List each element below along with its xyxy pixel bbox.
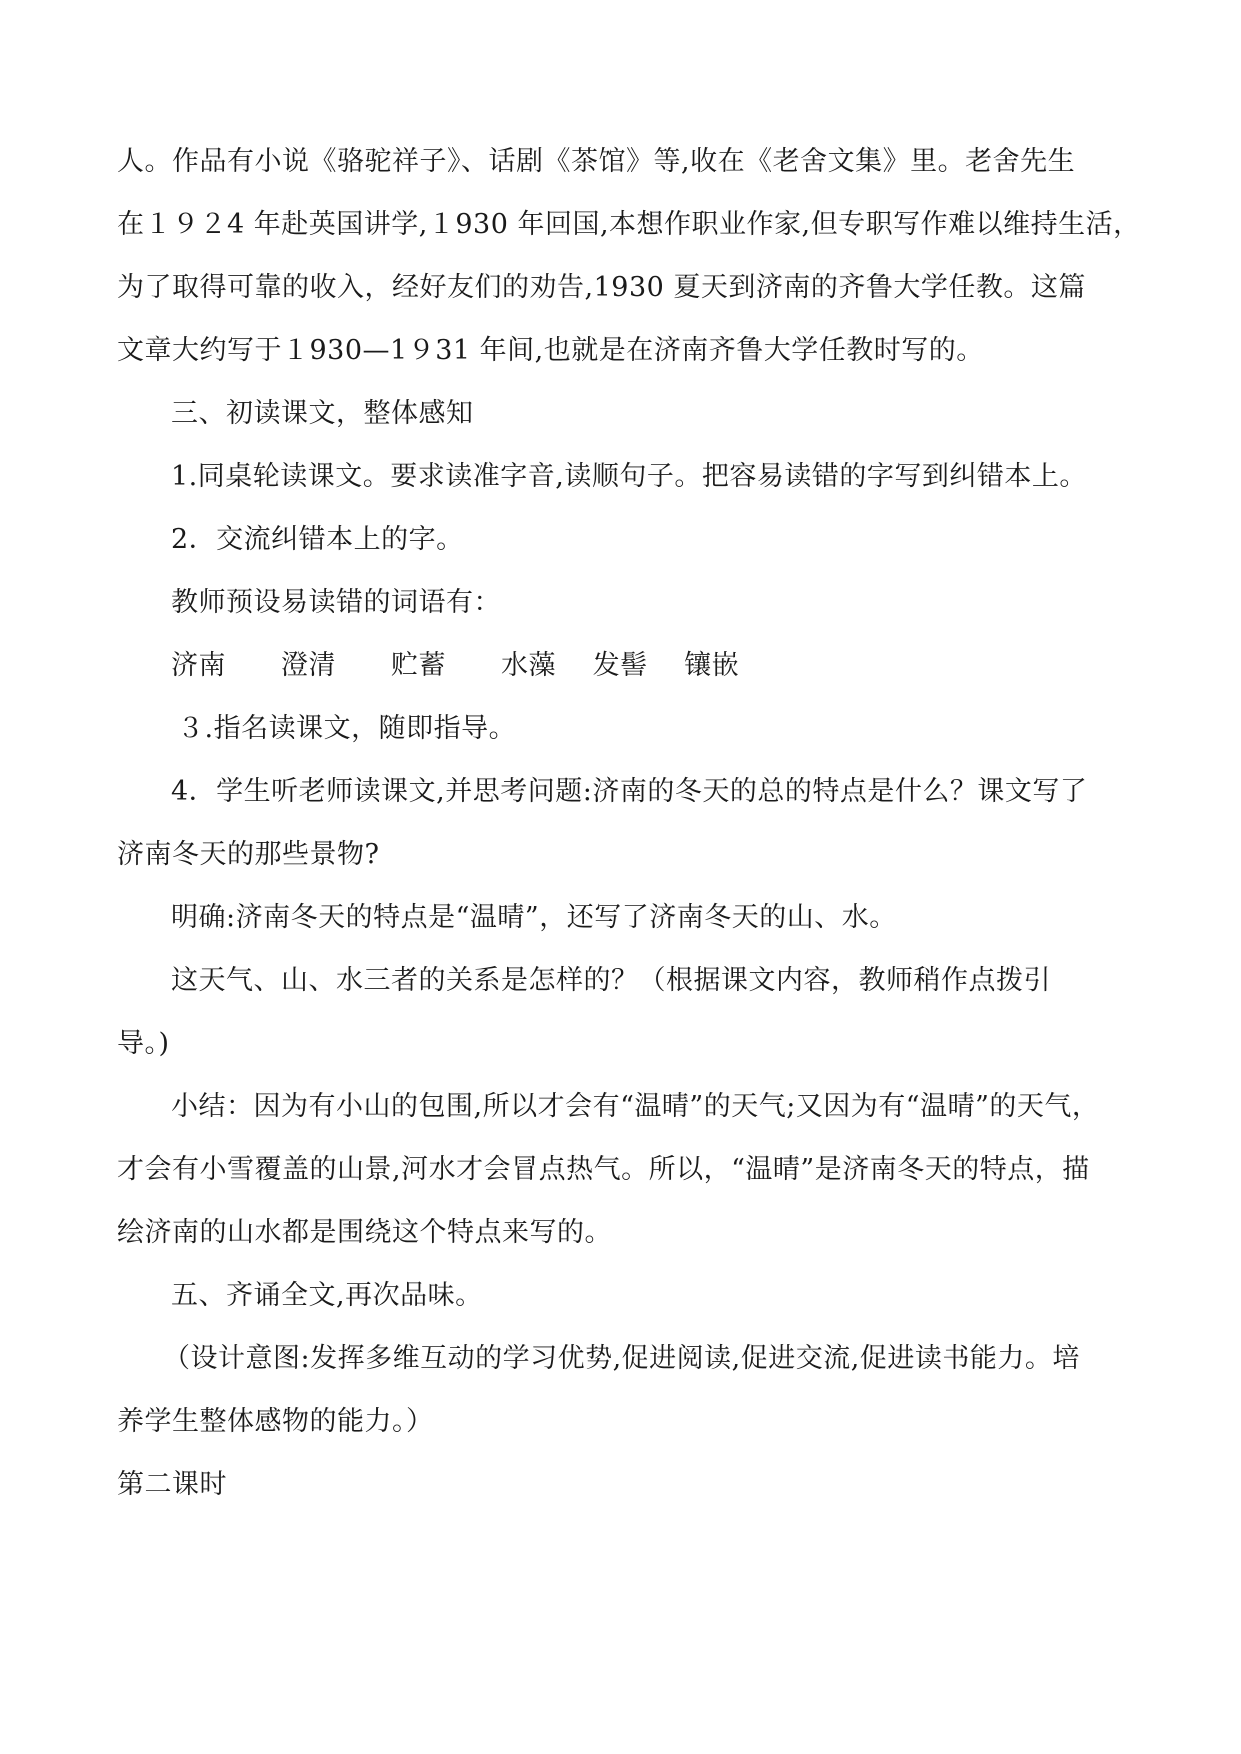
summary-line-cont-2: 绘济南的山水都是围绕这个特点来写的。 bbox=[117, 1217, 612, 1248]
design-intent-line-cont: 养学生整体感物的能力。） bbox=[117, 1406, 434, 1437]
summary-line: 小结：因为有小山的包围,所以才会有“温晴”的天气;又因为有“温晴”的天气， bbox=[171, 1091, 1100, 1122]
relation-question-line: 这天气、山、水三者的关系是怎样的？（根据课文内容，教师稍作点拨引 bbox=[171, 965, 1051, 996]
step-4-line-cont: 济南冬天的那些景物? bbox=[117, 839, 380, 870]
vocab-words-line: 济南 澄清 贮蓄 水藻 发髻 镶嵌 bbox=[171, 650, 740, 681]
clarify-line: 明确:济南冬天的特点是“温晴”，还写了济南冬天的山、水。 bbox=[171, 902, 897, 933]
paragraph-line-author-jinan: 为了取得可靠的收入，经好友们的劝告,1930 夏天到济南的齐鲁大学任教。这篇 bbox=[117, 272, 1086, 303]
paragraph-line-author-date: 文章大约写于１930—1９31 年间,也就是在济南齐鲁大学任教时写的。 bbox=[117, 335, 984, 366]
step-3-line: ３.指名读课文，随即指导。 bbox=[177, 713, 517, 744]
step-2-line: 2．交流纠错本上的字。 bbox=[171, 524, 464, 555]
section-heading-first-reading: 三、初读课文，整体感知 bbox=[171, 398, 474, 429]
design-intent-line: （设计意图:发挥多维互动的学习优势,促进阅读,促进交流,促进读书能力。培 bbox=[163, 1343, 1080, 1374]
step-1-line: 1.同桌轮读课文。要求读准字音,读顺句子。把容易读错的字写到纠错本上。 bbox=[171, 461, 1087, 492]
second-lesson-heading: 第二课时 bbox=[117, 1469, 227, 1500]
vocab-intro-line: 教师预设易读错的词语有： bbox=[171, 587, 501, 618]
paragraph-line-author-works: 人。作品有小说《骆驼祥子》、话剧《茶馆》等,收在《老舍文集》里。老舍先生 bbox=[117, 146, 1076, 177]
section-heading-recite: 五、齐诵全文,再次品味。 bbox=[171, 1280, 483, 1311]
paragraph-line-author-england: 在１９２4 年赴英国讲学,１930 年回国,本想作职业作家,但专职写作难以维持生活， bbox=[117, 209, 1141, 240]
summary-line-cont-1: 才会有小雪覆盖的山景,河水才会冒点热气。所以，“温晴”是济南冬天的特点，描 bbox=[117, 1154, 1090, 1185]
step-4-line: 4．学生听老师读课文,并思考问题:济南的冬天的总的特点是什么？课文写了 bbox=[171, 776, 1088, 807]
relation-question-line-cont: 导。) bbox=[117, 1028, 170, 1059]
